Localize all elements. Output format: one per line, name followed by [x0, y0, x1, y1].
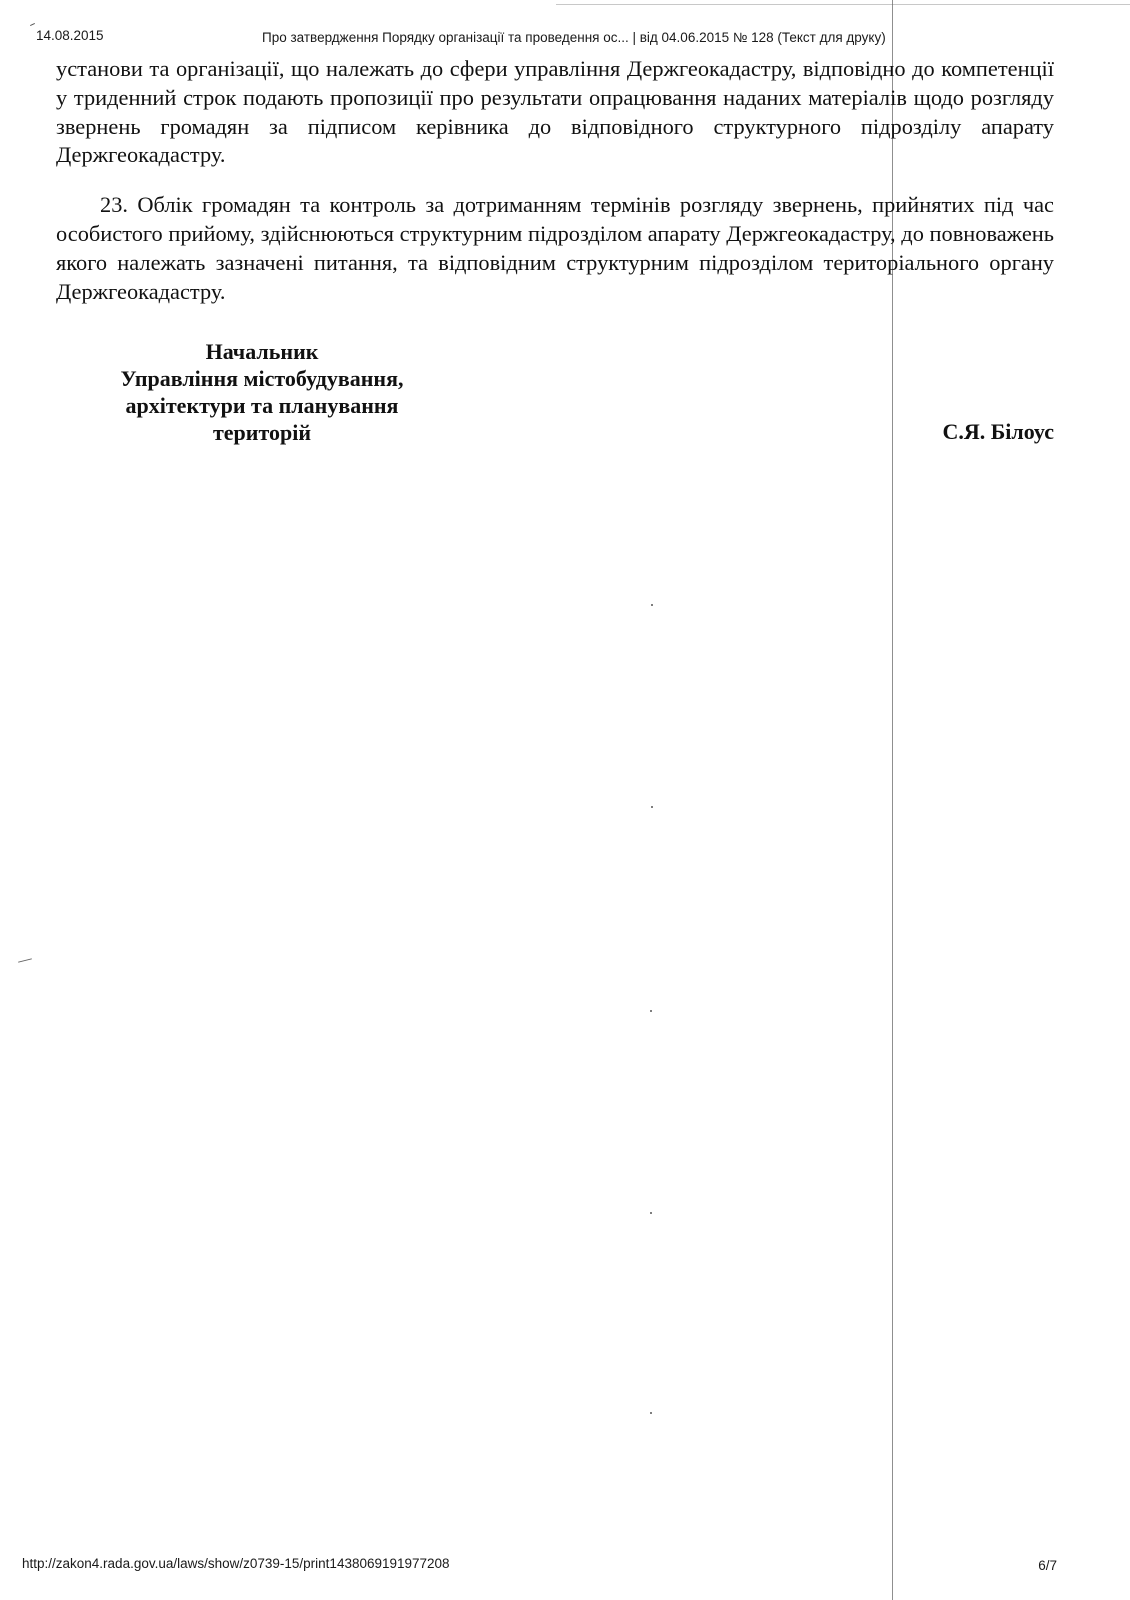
print-footer: [0, 1556, 1130, 1576]
signatory-position-line: Начальник: [205, 339, 319, 364]
paragraph-23: 23. Облік громадян та контроль за дотриманням термінів розгляду звернень, прийнятих під час особистого прийому, здійснюються структурним підрозділом апарату Держгеокадастру, до повноважень якого належать зазначені питання, та відповідним структурним підрозділом територіального органу Держгеокадастру.: [56, 192, 1054, 304]
scan-dash-mark: [18, 958, 32, 962]
source-url: http://zakon4.rada.gov.ua/laws/show/z0739-15/print1438069191977208: [22, 1556, 450, 1571]
scan-speck: [650, 1010, 652, 1012]
page-number: 6/7: [1038, 1558, 1057, 1573]
signatory-position-line: архітектури та планування: [125, 393, 399, 418]
signatory-position: [86, 338, 438, 446]
scan-speck: [651, 806, 653, 808]
print-date: 14.08.2015: [36, 28, 104, 43]
signatory-position-line: Управління містобудування,: [120, 366, 404, 391]
scan-speck: [651, 604, 653, 606]
signatory-name: С.Я. Білоус: [942, 419, 1054, 444]
print-header: [0, 22, 1130, 46]
scan-top-rule: [556, 4, 1130, 5]
document-body: [56, 55, 1054, 306]
paragraph-continuation: установи та організації, що належать до сфери управління Держгеокадастру, відповідно до компетенції у триденний строк подають пропозиції про результати опрацювання наданих матеріалів щодо розгляду звернень громадян за підписом керівника до відповідного структурного підрозділу апарату Держгеокадастру.: [56, 56, 1054, 168]
signatory-position-line: територій: [212, 420, 312, 445]
scan-speck: [650, 1212, 652, 1214]
print-document-title: Про затвердження Порядку організації та проведення ос... | від 04.06.2015 № 128 (Текст для друку): [262, 30, 886, 45]
scan-speck: [650, 1412, 652, 1414]
